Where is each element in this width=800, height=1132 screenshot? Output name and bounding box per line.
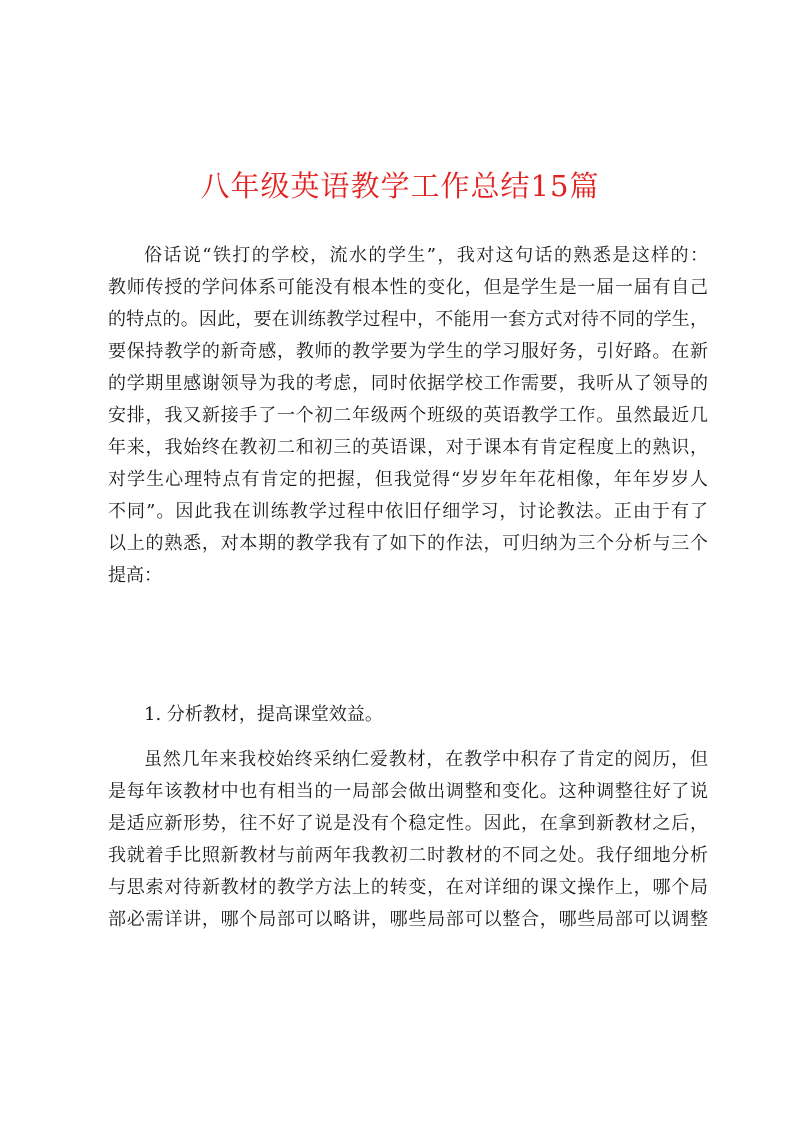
text-line: 部必需详讲，哪个局部可以略讲，哪些局部可以整合，哪些局部可以调整 [108,909,708,930]
text-line: 的特点的。因此，要在训练教学过程中，不能用一套方式对待不同的学生， [108,309,708,330]
document-title: 八年级英语教学工作总结15篇 [200,169,600,203]
text-line: 是每年该教材中也有相当的一局部会做出调整和变化。这种调整往好了说 [108,781,708,802]
text-line: 1. 分析教材，提高课堂效益。 [144,704,383,725]
document-body [108,240,708,936]
text-line: 的学期里感谢领导为我的考虑，同时依据学校工作需要，我听从了领导的 [108,373,708,394]
text-line: 我就着手比照新教材与前两年我教初二时教材的不同之处。我仔细地分析 [108,845,708,866]
text-line: 俗话说“铁打的学校，流水的学生”，我对这句话的熟悉是这样的： [144,245,708,266]
paragraph-analysis [108,744,708,936]
text-line: 以上的熟悉，对本期的教学我有了如下的作法，可归纳为三个分析与三个 [108,533,708,554]
text-line: 要保持教学的新奇感，教师的教学要为学生的学习服好务，引好路。在新 [108,341,708,362]
paragraph-intro [108,240,708,688]
text-line: 虽然几年来我校始终采纳仁爱教材，在教学中积存了肯定的阅历，但 [144,749,708,770]
text-line: 安排，我又新接手了一个初二年级两个班级的英语教学工作。虽然最近几 [108,405,708,426]
section-heading [108,699,708,731]
text-line: 是适应新形势，往不好了说是没有个稳定性。因此，在拿到新教材之后， [108,813,708,834]
text-line: 对学生心理特点有肯定的把握，但我觉得“岁岁年年花相像，年年岁岁人 [108,469,708,490]
text-line: 年来，我始终在教初二和初三的英语课，对于课本有肯定程度上的熟识， [108,437,708,458]
text-line: 与思索对待新教材的教学方法上的转变，在对详细的课文操作上，哪个局 [108,877,708,898]
text-line: 提高： [108,565,162,586]
text-line: 教师传授的学问体系可能没有根本性的变化，但是学生是一届一届有自己 [108,277,708,298]
text-line: 不同”。因此我在训练教学过程中依旧仔细学习，讨论教法。正由于有了 [108,501,708,522]
